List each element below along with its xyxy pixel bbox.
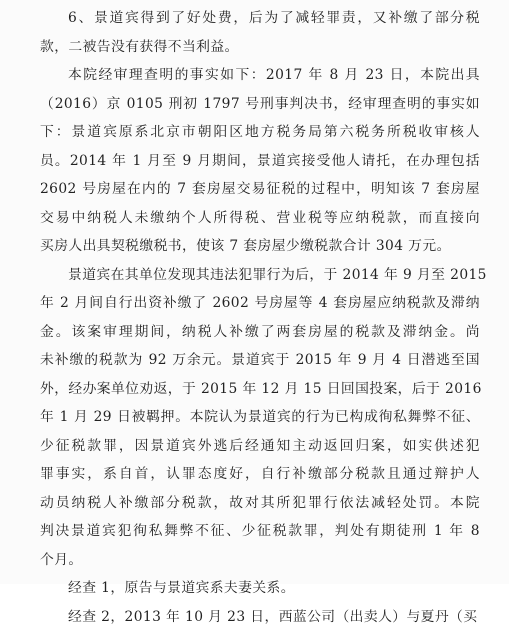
text-line: 经查 2，2013 年 10 月 23 日，西蓝公司（出卖人）与夏丹（买 <box>40 603 480 631</box>
text-line: 未补缴的税款为 92 万余元。景道宾于 2015 年 9 月 4 日潜逃至国 <box>40 346 480 375</box>
text-line: 金。该案审理期间，纳税人补缴了两套房屋的税款及滞纳金。尚 <box>40 318 480 347</box>
text-line: 年 1 月 29 日被羁押。本院认为景道宾的行为已构成徇私舞弊不征、 <box>40 403 480 432</box>
text-line: 款，二被告没有获得不当利益。 <box>40 33 480 62</box>
text-line: 少征税款罪，因景道宾外逃后经通知主动返回归案，如实供述犯 <box>40 432 480 461</box>
text-line: （2016）京 0105 刑初 1797 号刑事判决书，经审理查明的事实如 <box>40 90 480 119</box>
text-line: 个月。 <box>40 546 480 575</box>
text-line: 买房人出具契税缴税书，使该 7 套房屋少缴税款合计 304 万元。 <box>40 232 480 261</box>
judgment-text <box>40 4 480 631</box>
text-line: 动员纳税人补缴部分税款，故对其所犯罪行依法减轻处罚。本院 <box>40 489 480 518</box>
text-line: 年 2 月间自行出资补缴了 2602 号房屋等 4 套房屋应纳税款及滞纳 <box>40 289 480 318</box>
text-line: 交易中纳税人未缴纳个人所得税、营业税等应纳税款，而直接向 <box>40 204 480 233</box>
text-line: 经查 1，原告与景道宾系夫妻关系。 <box>40 574 480 603</box>
text-line: 员。2014 年 1 月至 9 月期间，景道宾接受他人请托，在办理包括 <box>40 147 480 176</box>
text-line: 2602 号房屋在内的 7 套房屋交易征税的过程中，明知该 7 套房屋 <box>40 175 480 204</box>
text-line: 判决景道宾犯徇私舞弊不征、少征税款罪，判处有期徒刑 1 年 8 <box>40 517 480 546</box>
text-line: 本院经审理查明的事实如下：2017 年 8 月 23 日，本院出具 <box>40 61 480 90</box>
text-line: 6、景道宾得到了好处费，后为了减轻罪责，又补缴了部分税 <box>40 4 480 33</box>
text-line: 外，经办案单位劝返，于 2015 年 12 月 15 日回国投案，后于 2016 <box>40 375 480 404</box>
text-line: 下：景道宾原系北京市朝阳区地方税务局第六税务所税收审核人 <box>40 118 480 147</box>
text-line: 景道宾在其单位发现其违法犯罪行为后，于 2014 年 9 月至 2015 <box>40 261 480 290</box>
text-line: 罪事实，系自首，认罪态度好，自行补缴部分税款且通过辩护人 <box>40 460 480 489</box>
